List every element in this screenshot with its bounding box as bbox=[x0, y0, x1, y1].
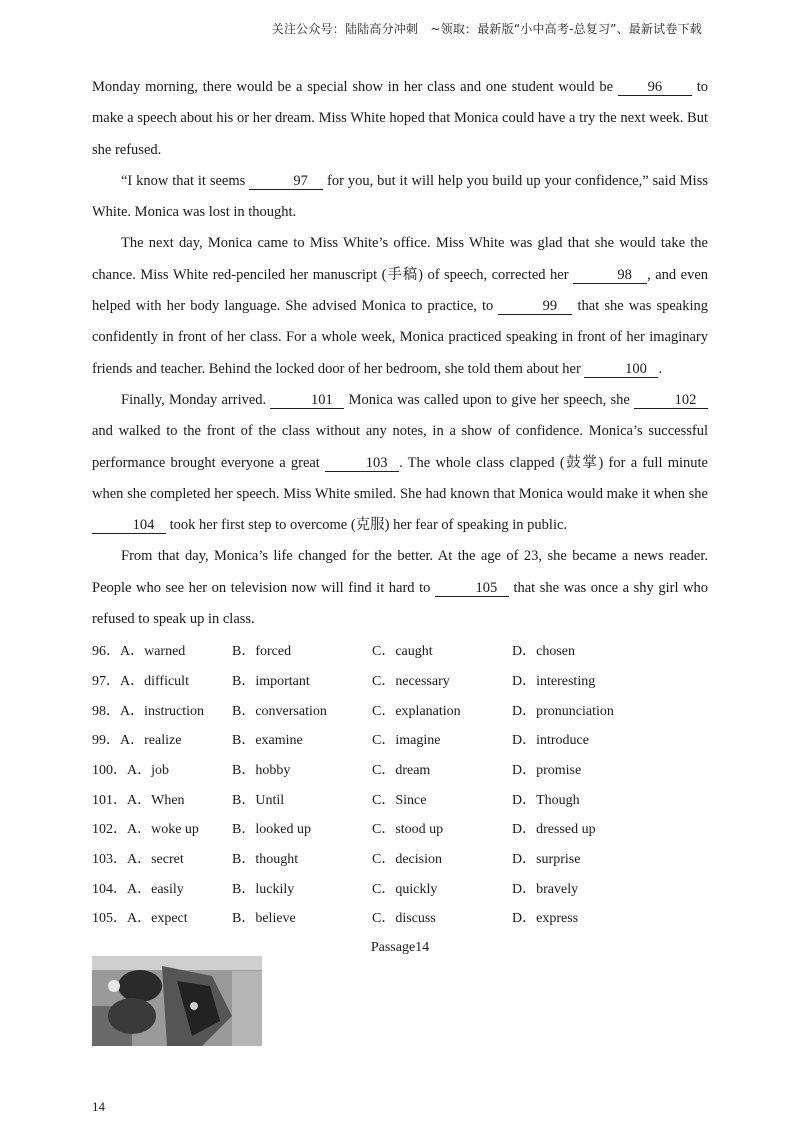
option-d: D．bravely bbox=[512, 881, 579, 897]
paragraph-text: , and even helped with her body language. She advised Monica to practice, to bbox=[92, 266, 708, 315]
question-row bbox=[92, 695, 708, 725]
passage-text bbox=[92, 72, 708, 635]
paragraph-text: “I know that it seems bbox=[121, 172, 250, 189]
paragraph-text: took her first step to overcome (克服) her fear of speaking in public. bbox=[166, 517, 568, 534]
paragraph-text: Finally, Monday arrived. bbox=[121, 391, 271, 408]
option-d: D．surprise bbox=[512, 852, 581, 867]
option-c: C．dream bbox=[372, 762, 431, 778]
paragraph-text: The next day, Monica came to Miss White’s office. Miss White was glad that she would take the chance. Miss White red-penciled her manuscript (手稿) of speech, corrected her bbox=[92, 235, 708, 283]
paragraph bbox=[92, 72, 708, 166]
option-d: D．dressed up bbox=[512, 822, 596, 838]
question-number-and-option-a bbox=[92, 640, 232, 660]
answer-blank: 101 bbox=[270, 393, 344, 409]
option-b: B．examine bbox=[232, 733, 303, 749]
paragraph-text: . bbox=[658, 360, 663, 377]
question-number-and-option-a bbox=[92, 700, 232, 720]
paragraph bbox=[92, 541, 708, 635]
question-number: 105． bbox=[92, 911, 127, 927]
paragraph-text: Monday morning, there would be a special show in her class and one student would be bbox=[92, 79, 618, 95]
question-number-and-option-a bbox=[92, 729, 232, 749]
question-number-and-option-a bbox=[92, 848, 232, 868]
question-number-and-option-a bbox=[92, 907, 232, 927]
option-a: A．job bbox=[127, 762, 169, 778]
option-a: A．When bbox=[127, 792, 185, 808]
answer-blank: 105 bbox=[435, 581, 509, 597]
option-c: C．necessary bbox=[372, 673, 450, 689]
passage-title: Passage14 bbox=[370, 940, 430, 956]
answer-blank: 97 bbox=[249, 174, 323, 190]
answer-blank: 96 bbox=[618, 80, 692, 96]
option-b: B．forced bbox=[232, 644, 292, 660]
paragraph bbox=[92, 228, 708, 384]
option-a: A．difficult bbox=[120, 673, 189, 689]
option-d: D．express bbox=[512, 911, 579, 927]
option-a: A．warned bbox=[120, 644, 186, 660]
answer-blank: 104 bbox=[92, 518, 166, 534]
option-c: C．discuss bbox=[372, 911, 436, 927]
option-b: B．looked up bbox=[232, 822, 311, 838]
option-a: A．expect bbox=[127, 911, 188, 927]
option-b: B．hobby bbox=[232, 762, 291, 778]
option-a: A．realize bbox=[120, 733, 182, 749]
option-a: A．woke up bbox=[127, 822, 199, 838]
question-number: 102． bbox=[92, 822, 127, 838]
question-row bbox=[92, 843, 708, 873]
paragraph-text: that she was once a shy girl who refused to speak up in class. bbox=[92, 579, 708, 628]
option-a: A．easily bbox=[127, 881, 184, 897]
passage-photo bbox=[92, 956, 262, 1046]
question-number-and-option-a bbox=[92, 818, 232, 838]
option-c: C．decision bbox=[372, 852, 442, 867]
paragraph-text: that she was speaking confidently in front of her class. For a whole week, Monica practiced speaking in front of her imaginary friends and teacher. Behind the locked door of her bedroom, she told them about her bbox=[92, 298, 708, 377]
option-b: B．thought bbox=[232, 852, 299, 867]
question-row bbox=[92, 873, 708, 903]
option-d: D．chosen bbox=[512, 644, 575, 660]
page-number: 14 bbox=[92, 1099, 105, 1114]
question-number: 97． bbox=[92, 673, 120, 689]
option-c: C．stood up bbox=[372, 822, 444, 838]
option-b: B．conversation bbox=[232, 703, 327, 719]
paragraph-text: Monica was called upon to give her speech, she bbox=[344, 391, 635, 408]
question-row bbox=[92, 903, 708, 933]
option-d: D．promise bbox=[512, 762, 582, 778]
option-a: A．secret bbox=[127, 852, 184, 867]
option-c: C．quickly bbox=[372, 881, 438, 897]
option-c: C．explanation bbox=[372, 703, 461, 719]
option-b: B．Until bbox=[232, 792, 285, 808]
question-number: 96． bbox=[92, 644, 120, 660]
paragraph-text: From that day, Monica’s life changed for the better. At the age of 23, she became a news reader. People who see her on television now will find it hard to bbox=[92, 548, 708, 596]
document-body bbox=[92, 72, 708, 956]
paragraph bbox=[92, 385, 708, 541]
page-header: 关注公众号：陆陆高分冲刺 ~领取：最新版“小中高考-总复习”、最新试卷下载 bbox=[271, 22, 702, 36]
question-number-and-option-a bbox=[92, 670, 232, 690]
option-d: D．Though bbox=[512, 792, 580, 808]
option-d: D．introduce bbox=[512, 733, 589, 749]
option-c: C．imagine bbox=[372, 733, 441, 749]
option-d: D．pronunciation bbox=[512, 703, 614, 719]
option-d: D．interesting bbox=[512, 673, 596, 689]
question-number-and-option-a bbox=[92, 789, 232, 809]
question-number: 103． bbox=[92, 852, 127, 867]
paragraph bbox=[92, 166, 708, 229]
paragraph-text: . The whole class clapped (鼓掌) for a full minute when she completed her speech. Miss White smiled. She had known that Monica would make it when she bbox=[92, 454, 708, 502]
option-b: B．believe bbox=[232, 911, 296, 927]
paragraph-text: to make a speech about his or her dream. Miss White hoped that Monica could have a try the next week. But she refused. bbox=[92, 79, 709, 158]
question-row bbox=[92, 665, 708, 695]
option-c: C．Since bbox=[372, 792, 427, 808]
paragraph-text: for you, but it will help you build up your confidence,” said Miss White. Monica was lost in thought. bbox=[92, 172, 708, 221]
question-options bbox=[92, 635, 708, 932]
question-row bbox=[92, 724, 708, 754]
paragraph-text: and walked to the front of the class without any notes, in a show of confidence. Monica’s successful performance brought everyone a great bbox=[92, 423, 708, 471]
option-b: B．important bbox=[232, 673, 310, 689]
answer-blank: 99 bbox=[498, 299, 572, 315]
question-number: 98． bbox=[92, 703, 120, 719]
answer-blank: 98 bbox=[573, 268, 647, 284]
option-b: B．luckily bbox=[232, 881, 295, 897]
question-row bbox=[92, 813, 708, 843]
question-number-and-option-a bbox=[92, 878, 232, 898]
option-a: A．instruction bbox=[120, 703, 204, 719]
answer-blank: 102 bbox=[634, 393, 708, 409]
answer-blank: 100 bbox=[584, 362, 658, 378]
question-number-and-option-a bbox=[92, 759, 232, 779]
question-number: 101． bbox=[92, 792, 127, 808]
question-row bbox=[92, 635, 708, 665]
question-number: 99． bbox=[92, 733, 120, 749]
answer-blank: 103 bbox=[325, 456, 399, 472]
question-number: 104． bbox=[92, 881, 127, 897]
question-row bbox=[92, 754, 708, 784]
question-number: 100． bbox=[92, 762, 127, 778]
option-c: C．caught bbox=[372, 644, 433, 660]
question-row bbox=[92, 784, 708, 814]
